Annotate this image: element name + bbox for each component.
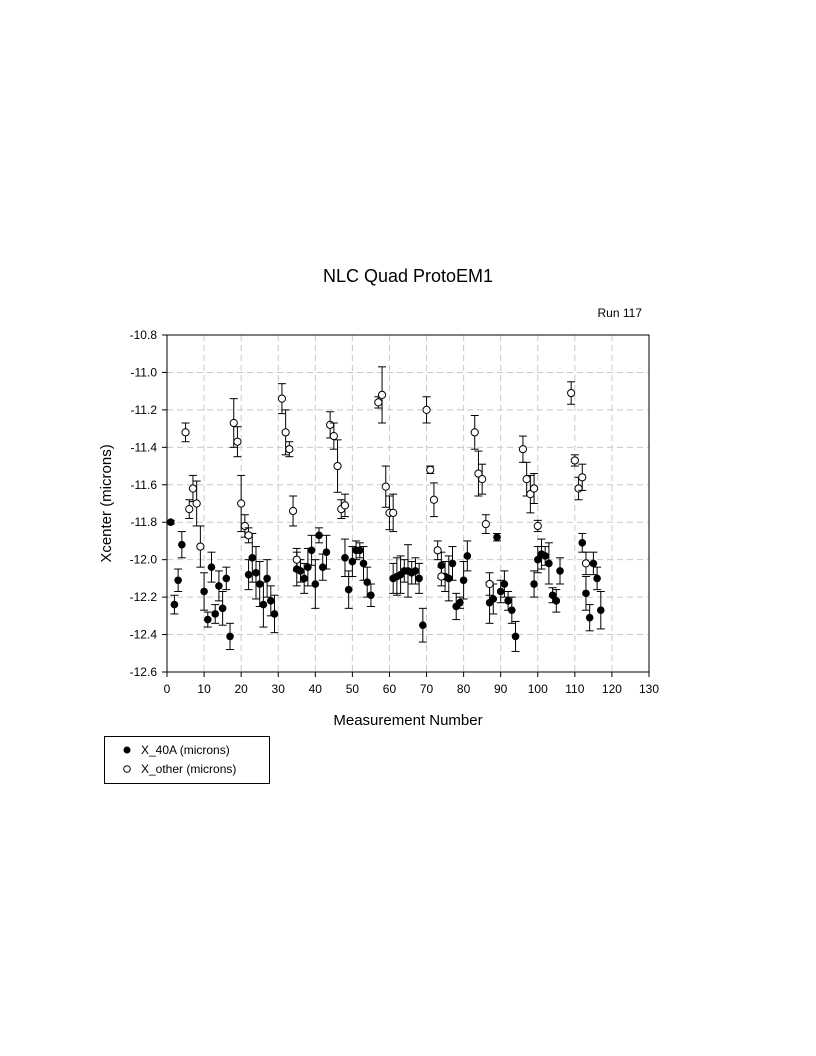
x-tick-label: 90 [494, 682, 508, 696]
series-x40a [167, 518, 605, 651]
data-point [278, 395, 285, 402]
data-point [256, 580, 264, 588]
data-point [575, 485, 582, 492]
data-point [182, 429, 189, 436]
series-xother [182, 367, 590, 595]
data-point [204, 616, 212, 624]
data-point [479, 476, 486, 483]
data-point [356, 547, 364, 555]
y-tick-label: -12.6 [129, 665, 157, 679]
data-point [541, 552, 549, 560]
data-point [197, 543, 204, 550]
y-tick-label: -11.0 [130, 365, 157, 380]
data-point [271, 610, 279, 618]
y-tick-label: -11.2 [130, 402, 157, 417]
data-point [553, 597, 561, 605]
data-point [286, 446, 293, 453]
data-point [530, 485, 537, 492]
data-point [523, 476, 530, 483]
data-point [597, 606, 605, 614]
data-point [238, 500, 245, 507]
y-tick-label: -10.8 [129, 328, 157, 342]
x-tick-label: 120 [601, 682, 622, 696]
data-point [464, 552, 472, 560]
y-tick-label: -11.4 [130, 440, 157, 455]
data-point [438, 573, 445, 580]
data-point [200, 588, 208, 596]
data-point [334, 462, 341, 469]
x-tick-label: 0 [163, 682, 171, 696]
data-point [260, 601, 268, 609]
y-axis-label: Xcenter (microns) [98, 444, 115, 563]
y-tick-label: -12.4 [129, 627, 157, 642]
x-tick-label: 20 [234, 682, 248, 696]
data-point [341, 554, 349, 562]
data-point [430, 496, 437, 503]
data-point [590, 560, 598, 568]
data-point [412, 567, 420, 575]
y-tick-label: -11.6 [130, 477, 157, 492]
data-point [375, 399, 382, 406]
y-tick-label: -12.2 [129, 590, 157, 605]
data-point [545, 560, 553, 568]
data-point [330, 433, 337, 440]
data-point [486, 580, 493, 587]
data-point [219, 605, 227, 613]
data-point [193, 500, 200, 507]
data-point [415, 575, 423, 583]
data-point [215, 582, 223, 590]
data-point [489, 595, 497, 603]
data-point [493, 533, 501, 541]
data-point [382, 483, 389, 490]
x-tick-label: 40 [308, 682, 322, 696]
data-point [519, 446, 526, 453]
data-point [593, 575, 601, 583]
data-point [504, 597, 512, 605]
data-point [471, 429, 478, 436]
data-point [378, 391, 385, 398]
data-point [345, 586, 353, 594]
data-point [186, 506, 193, 513]
data-point [497, 588, 505, 596]
data-point [360, 560, 368, 568]
data-point [289, 507, 296, 514]
x-tick-label: 70 [419, 682, 434, 696]
x-tick-label: 50 [345, 682, 360, 696]
data-point [319, 563, 327, 571]
legend-label: X_40A (microns) [141, 743, 230, 757]
data-point [571, 457, 578, 464]
data-point [189, 485, 196, 492]
data-point [252, 569, 260, 577]
chart-title: NLC Quad ProtoEM1 [322, 266, 494, 286]
data-point [267, 597, 275, 605]
data-point [300, 575, 308, 583]
data-point [367, 591, 375, 599]
x-tick-label: 110 [565, 682, 585, 696]
data-point [230, 419, 237, 426]
x-tick-label: 60 [382, 682, 397, 696]
data-point [167, 518, 175, 526]
data-point [241, 522, 248, 529]
x-tick-label: 10 [197, 682, 211, 696]
data-point [434, 547, 441, 554]
data-point [582, 590, 590, 598]
data-point [226, 633, 234, 641]
open-circle-icon [123, 765, 131, 773]
data-point [304, 563, 312, 571]
data-point [211, 610, 219, 618]
x-tick-label: 30 [271, 682, 285, 696]
data-point [282, 429, 289, 436]
data-point [327, 421, 334, 428]
data-point [248, 554, 256, 562]
data-point [568, 389, 575, 396]
data-point [312, 580, 320, 588]
data-point [341, 502, 348, 509]
data-point [234, 438, 241, 445]
data-point [208, 563, 216, 571]
data-point [482, 520, 489, 527]
legend-item-xother [105, 761, 236, 777]
data-point [427, 466, 434, 473]
data-point [445, 575, 453, 583]
legend-item-x40a [105, 742, 230, 758]
data-point [578, 539, 586, 547]
data-point [534, 522, 541, 529]
data-point [245, 532, 252, 539]
chart-legend [104, 736, 270, 784]
data-point [390, 509, 397, 516]
y-tick-label: -12.0 [129, 552, 157, 567]
data-point [582, 560, 589, 567]
data-point [423, 406, 430, 413]
data-point [293, 556, 300, 563]
data-point [579, 474, 586, 481]
data-point [586, 614, 594, 622]
data-point [223, 575, 231, 583]
data-point [349, 558, 357, 566]
data-point [178, 541, 186, 549]
data-point [556, 567, 564, 575]
data-point [363, 578, 371, 586]
data-point [512, 633, 520, 641]
x-tick-label: 100 [527, 682, 548, 696]
data-point [460, 576, 468, 584]
data-point [530, 580, 538, 588]
filled-circle-icon [123, 746, 131, 754]
data-point [323, 548, 331, 556]
data-point [501, 580, 509, 588]
data-point [245, 571, 253, 579]
x-axis-label: Measurement Number [333, 712, 483, 729]
data-point [449, 560, 457, 568]
y-tick-label: -11.8 [130, 515, 157, 530]
legend-label: X_other (microns) [141, 762, 237, 776]
data-point [508, 606, 516, 614]
chart-subtitle: Run 117 [597, 306, 642, 320]
data-point [174, 576, 182, 584]
data-point [456, 599, 464, 607]
data-point [308, 547, 316, 555]
x-tick-label: 130 [638, 682, 660, 696]
data-point [263, 575, 271, 583]
x-tick-label: 80 [456, 682, 471, 696]
data-point [171, 601, 179, 609]
data-point [419, 621, 427, 629]
data-point [315, 532, 323, 540]
